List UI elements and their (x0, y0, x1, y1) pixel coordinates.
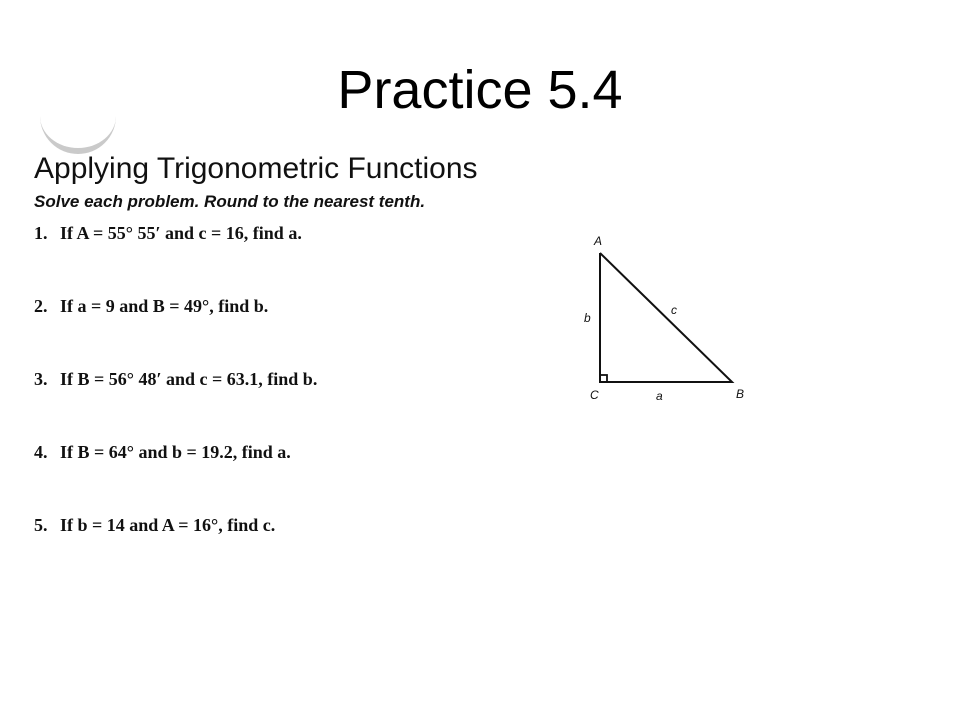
slide-title: Practice 5.4 (337, 60, 623, 120)
vertex-label-c: C (590, 388, 599, 402)
problem-4 (34, 440, 291, 464)
problem-number: 4. (34, 442, 48, 462)
problem-number: 1. (34, 223, 48, 243)
problem-number: 3. (34, 369, 48, 389)
problem-text: If a = 9 and B = 49°, find b. (60, 296, 269, 316)
vertex-label-b: B (736, 387, 745, 401)
worksheet-instructions: Solve each problem. Round to the nearest tenth. (34, 192, 426, 211)
side-label-a: a (656, 389, 663, 403)
side-label-b: b (584, 311, 591, 325)
right-triangle-diagram (570, 228, 770, 408)
triangle-outline (600, 253, 732, 382)
problem-number: 5. (34, 515, 48, 535)
problem-text: If B = 56° 48′ and c = 63.1, find b. (60, 369, 318, 389)
vertex-label-a: A (594, 234, 603, 248)
right-angle-marker (600, 375, 607, 382)
problem-number: 2. (34, 296, 48, 316)
problem-1 (34, 221, 302, 245)
problem-text: If B = 64° and b = 19.2, find a. (60, 442, 291, 462)
decorative-arc (40, 108, 116, 154)
problem-2 (34, 294, 268, 318)
problem-text: If A = 55° 55′ and c = 16, find a. (60, 223, 302, 243)
problem-3 (34, 367, 317, 391)
side-label-c: c (671, 303, 677, 317)
problem-5 (34, 513, 275, 537)
worksheet-heading: Applying Trigonometric Functions (34, 152, 478, 185)
problem-text: If b = 14 and A = 16°, find c. (60, 515, 276, 535)
